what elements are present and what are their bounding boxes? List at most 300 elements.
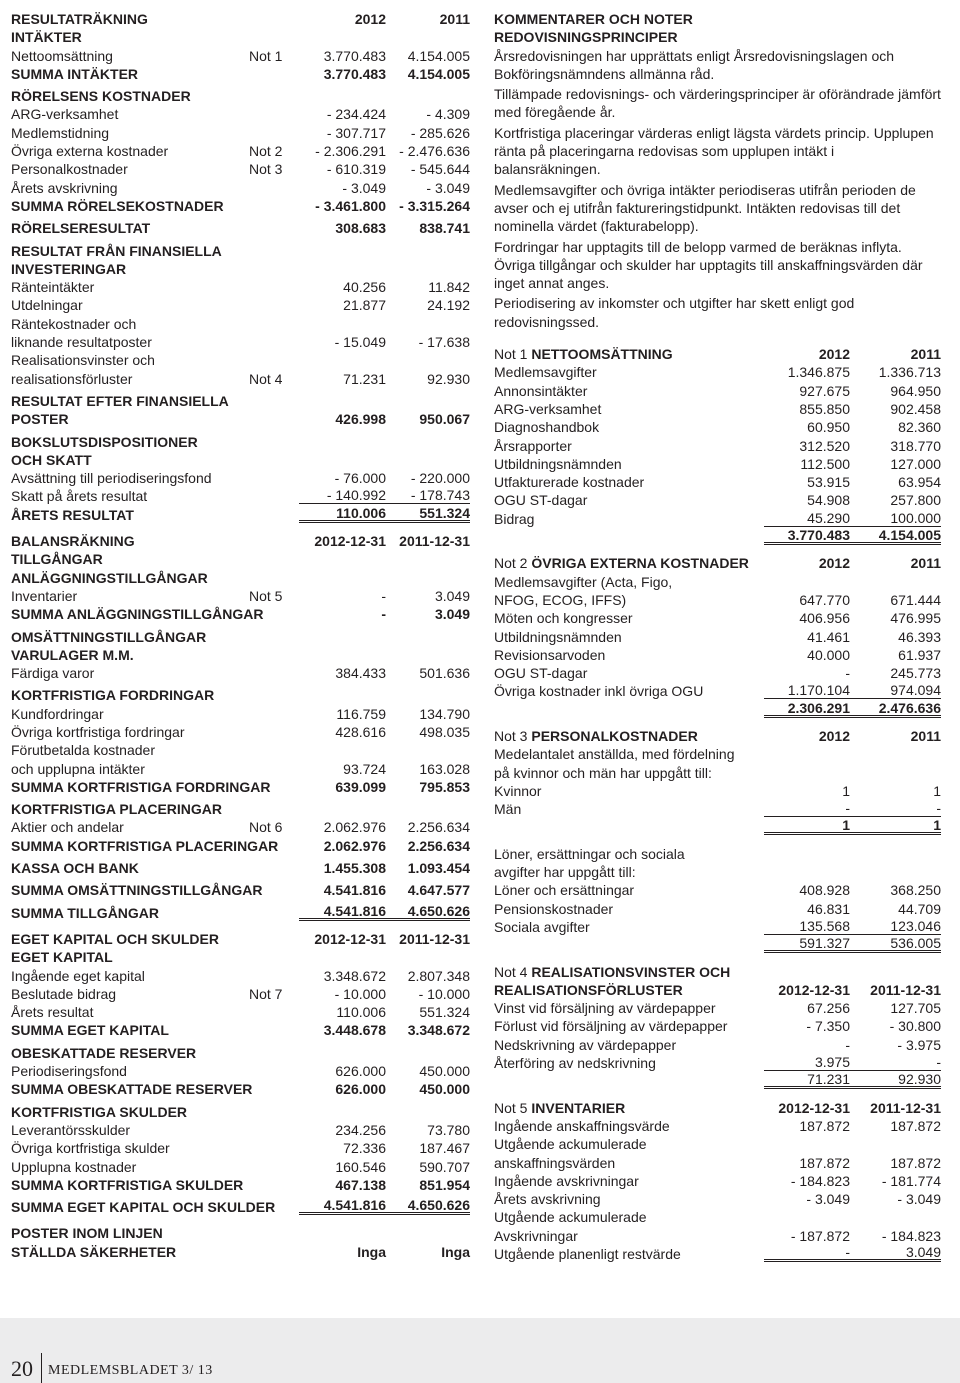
value-current-year: 40.256 xyxy=(343,279,386,296)
value-current-year: 855.850 xyxy=(799,400,850,417)
row-label: Löner, ersättningar och sociala xyxy=(494,845,685,862)
value-previous-year: 2011 xyxy=(439,11,470,27)
row-label: NFOG, ECOG, IFFS) xyxy=(494,591,627,608)
row-label: Kundfordringar xyxy=(11,705,104,722)
value-current-year: 3.348.672 xyxy=(323,967,386,984)
value-current-year: 116.759 xyxy=(336,705,386,722)
value-current-year: - 2.306.291 xyxy=(315,143,386,160)
value-previous-year: 2011-12-31 xyxy=(870,1099,941,1116)
row-label: RÖRELSERESULTAT xyxy=(11,220,151,237)
value-current-year: 187.872 xyxy=(799,1154,850,1171)
left-row xyxy=(11,87,460,105)
note-title: ÖVRIGA EXTERNA KOSTNADER xyxy=(531,555,749,572)
value-previous-year: 551.324 xyxy=(419,1004,470,1021)
value-previous-year: - 2.476.636 xyxy=(399,143,470,160)
principle-paragraph: Periodisering av inkomster och utgifter har skett enligt god redovisningssed. xyxy=(494,295,855,330)
value-current-year: 2.062.976 xyxy=(323,837,386,854)
right-row xyxy=(494,1227,941,1245)
right-row xyxy=(494,881,941,899)
principle-paragraph: Kortfristiga placeringar värderas enligt lägsta värdets princip. Upplupen ränta på placeringarna redovisas som upplupen intäkt i balansräkningen. xyxy=(494,124,934,178)
value-current-year: 110.006 xyxy=(336,1004,386,1021)
note-ref: Not 6 xyxy=(249,819,283,836)
right-row xyxy=(494,1017,941,1035)
value-previous-year: - 3.975 xyxy=(897,1036,941,1053)
value-previous-year: 838.741 xyxy=(419,220,470,237)
value-current-year: - 7.350 xyxy=(806,1018,850,1035)
row-label: Medelantalet anställda, med fördelning xyxy=(494,746,735,763)
value-current-year: Inga xyxy=(357,1243,386,1260)
page-number: 20 xyxy=(11,1356,33,1381)
row-label: Nedskrivning av värdepapper xyxy=(494,1036,677,1053)
row-label: Förlust vid försäljning av värdepapper xyxy=(494,1018,728,1035)
left-row xyxy=(11,105,470,123)
value-current-year: - 15.049 xyxy=(334,334,386,351)
accounting-principles xyxy=(494,47,941,331)
row-label: Personalkostnader xyxy=(11,161,128,178)
row-label: Utdelningar xyxy=(11,297,83,314)
row-label xyxy=(494,345,673,363)
left-row xyxy=(11,487,470,505)
row-label: och upplupna intäkter xyxy=(11,760,145,777)
value-current-year: - 10.000 xyxy=(334,985,386,1002)
row-label: Beslutade bidrag xyxy=(11,985,117,1002)
left-row xyxy=(11,1103,460,1121)
right-row xyxy=(494,1117,941,1135)
row-label: Leverantörsskulder xyxy=(11,1121,131,1138)
row-label: INTÄKTER xyxy=(11,29,82,46)
left-row xyxy=(11,370,470,388)
value-current-year: - 307.717 xyxy=(326,124,386,141)
left-row xyxy=(11,315,460,333)
value-previous-year: 4.647.577 xyxy=(407,882,470,899)
footer-divider xyxy=(41,1353,42,1383)
row-label: Förutbetalda kostnader xyxy=(11,742,155,759)
left-row xyxy=(11,664,470,682)
row-label: KASSA OCH BANK xyxy=(11,860,139,877)
right-row xyxy=(494,1036,941,1054)
row-label: Pensionskostnader xyxy=(494,900,614,917)
notes-heading-line-1: KOMMENTARER OCH NOTER xyxy=(494,11,693,27)
note-number: Not 4 xyxy=(494,963,532,980)
value-current-year: 1 xyxy=(842,782,850,799)
value-current-year: 160.546 xyxy=(335,1158,386,1175)
value-previous-year: 127.000 xyxy=(890,455,941,472)
value-previous-year: 498.035 xyxy=(419,723,470,740)
value-previous-year: 2011-12-31 xyxy=(399,533,470,550)
left-row xyxy=(11,197,470,215)
left-row xyxy=(11,47,470,65)
row-label: Årets avskrivning xyxy=(11,179,118,196)
right-row xyxy=(494,800,941,818)
value-previous-year: 4.650.626 xyxy=(386,1198,470,1215)
value-current-year: - 76.000 xyxy=(334,470,386,487)
row-label: Realisationsvinster och xyxy=(11,352,155,369)
value-current-year: 426.998 xyxy=(335,411,386,428)
row-label: Färdiga varor xyxy=(11,665,95,682)
value-current-year: 72.336 xyxy=(343,1140,386,1157)
value-previous-year: 11.842 xyxy=(428,279,470,296)
left-row xyxy=(11,881,470,899)
value-current-year: 135.568 xyxy=(764,918,850,935)
left-row xyxy=(11,705,470,723)
value-previous-year: 1 xyxy=(933,782,941,799)
value-current-year: 647.770 xyxy=(799,591,850,608)
row-label: avgifter har uppgått till: xyxy=(494,864,636,881)
right-row xyxy=(494,701,941,719)
value-previous-year: 501.636 xyxy=(419,665,470,682)
value-current-year: 71.231 xyxy=(764,1072,850,1089)
value-previous-year: 92.930 xyxy=(427,370,470,387)
note-ref: Not 4 xyxy=(249,370,283,387)
right-row xyxy=(494,818,941,836)
value-previous-year: 2011-12-31 xyxy=(399,930,470,947)
note-number: Not 3 xyxy=(494,727,532,744)
row-label: Diagnoshandbok xyxy=(494,419,600,436)
row-label: Medlemsavgifter (Acta, Figo, xyxy=(494,573,673,590)
value-previous-year: 2.476.636 xyxy=(850,701,941,718)
value-previous-year: 187.872 xyxy=(890,1154,941,1171)
value-previous-year: - 17.638 xyxy=(418,334,470,351)
left-row xyxy=(11,278,470,296)
row-label: EGET KAPITAL OCH SKULDER xyxy=(11,930,219,947)
row-label: SUMMA KORTFRISTIGA FORDRINGAR xyxy=(11,778,271,795)
magazine-title: MEDLEMSBLADET 3/ 13 xyxy=(48,1363,213,1378)
value-current-year: 308.683 xyxy=(335,220,386,237)
value-previous-year: 61.937 xyxy=(898,646,941,663)
right-row xyxy=(494,418,941,436)
value-previous-year: - xyxy=(850,800,941,817)
row-label: Ränteintäkter xyxy=(11,279,95,296)
value-current-year: - xyxy=(381,606,386,623)
value-previous-year: 450.000 xyxy=(419,1063,470,1080)
left-row xyxy=(11,160,470,178)
note-number: Not 2 xyxy=(494,555,532,572)
row-label: Avskrivningar xyxy=(494,1227,578,1244)
row-label: Periodiseringsfond xyxy=(11,1063,127,1080)
value-previous-year: 964.950 xyxy=(890,382,941,399)
right-row xyxy=(494,437,941,455)
row-label: POSTER INOM LINJEN xyxy=(11,1225,163,1242)
value-current-year: - 3.461.800 xyxy=(315,197,386,214)
row-label: realisationsförluster xyxy=(11,370,133,387)
row-label: Löner och ersättningar xyxy=(494,882,635,899)
value-current-year: 3.770.483 xyxy=(764,528,850,545)
left-row xyxy=(11,1021,470,1039)
value-previous-year: 902.458 xyxy=(890,400,941,417)
right-row xyxy=(494,782,941,800)
value-previous-year: - 220.000 xyxy=(410,470,470,487)
row-label: ANLÄGGNINGSTILLGÅNGAR xyxy=(11,569,208,586)
value-current-year: 110.006 xyxy=(299,506,386,523)
row-label: SUMMA INTÄKTER xyxy=(11,65,139,82)
note-ref: Not 7 xyxy=(249,985,283,1002)
value-current-year: 54.908 xyxy=(807,492,850,509)
row-label: Upplupna kostnader xyxy=(11,1158,137,1175)
value-current-year: - xyxy=(845,1036,850,1053)
right-row xyxy=(494,727,941,745)
left-row xyxy=(11,469,470,487)
left-row xyxy=(11,1224,460,1242)
row-label: EGET KAPITAL xyxy=(11,949,113,966)
value-previous-year: 163.028 xyxy=(419,760,470,777)
note-title: REALISATIONSFÖRLUSTER xyxy=(494,981,683,998)
row-label: Medlemsavgifter xyxy=(494,364,597,381)
notes-tables xyxy=(494,345,941,1263)
value-previous-year: 257.800 xyxy=(890,492,941,509)
right-row xyxy=(494,936,941,954)
left-row xyxy=(11,985,470,1003)
row-label: SUMMA OMSÄTTNINGSTILLGÅNGAR xyxy=(11,882,263,899)
right-row xyxy=(494,628,941,646)
value-previous-year: 2011-12-31 xyxy=(870,981,941,998)
principle-paragraph: Fordringar har upptagits till de belopp varmed de beräknas inflyta. Övriga tillgångar och skulder har upptagits till anskaffningsvärden där inget annat anges. xyxy=(494,238,923,292)
row-label: POSTER xyxy=(11,411,69,428)
principle-paragraph: Medlemsavgifter och övriga intäkter periodiseras utifrån perioden de avser och ej utifrån faktureringstidpunkt. Intäkten redovisas till det nominella värdet (fakturabelopp). xyxy=(494,181,916,235)
value-previous-year: 2.807.348 xyxy=(407,967,470,984)
value-current-year: - xyxy=(764,800,850,817)
left-row xyxy=(11,930,470,948)
value-current-year: 53.915 xyxy=(807,474,850,491)
value-current-year: 234.256 xyxy=(335,1121,386,1138)
value-current-year: 71.231 xyxy=(343,370,386,387)
row-label: OBESKATTADE RESERVER xyxy=(11,1044,197,1061)
value-previous-year: 3.348.672 xyxy=(407,1022,470,1039)
row-label: Övriga kortfristiga skulder xyxy=(11,1140,170,1157)
left-row xyxy=(11,948,460,966)
row-label: Vinst vid försäljning av värdepapper xyxy=(494,1000,716,1017)
right-row xyxy=(494,1054,941,1072)
value-current-year: 2012-12-31 xyxy=(778,1099,850,1116)
value-previous-year: 3.049 xyxy=(850,1245,941,1262)
row-label: SUMMA KORTFRISTIGA SKULDER xyxy=(11,1176,244,1193)
row-label: SUMMA ANLÄGGNINGSTILLGÅNGAR xyxy=(11,606,264,623)
row-label: SUMMA TILLGÅNGAR xyxy=(11,904,160,921)
row-label: SUMMA KORTFRISTIGA PLACERINGAR xyxy=(11,837,279,854)
row-label: KORTFRISTIGA SKULDER xyxy=(11,1103,188,1120)
right-row xyxy=(494,1208,941,1226)
value-previous-year: 63.954 xyxy=(898,474,941,491)
left-row xyxy=(11,605,470,623)
value-previous-year: 123.046 xyxy=(850,918,941,935)
row-label xyxy=(494,981,683,999)
row-label: SUMMA OBESKATTADE RESERVER xyxy=(11,1081,253,1098)
value-current-year: 21.877 xyxy=(343,297,386,314)
value-previous-year: 92.930 xyxy=(850,1072,941,1089)
right-row xyxy=(494,591,941,609)
row-label: Nettoomsättning xyxy=(11,47,113,64)
value-previous-year: 187.467 xyxy=(419,1140,470,1157)
note-ref: Not 3 xyxy=(249,161,283,178)
value-previous-year: 4.154.005 xyxy=(850,528,941,545)
value-previous-year: 671.444 xyxy=(890,591,941,608)
value-previous-year: - 184.823 xyxy=(881,1227,941,1244)
row-label xyxy=(494,727,698,745)
value-current-year: 2.062.976 xyxy=(323,819,386,836)
right-row xyxy=(494,664,941,682)
value-previous-year: 73.780 xyxy=(427,1121,470,1138)
right-row xyxy=(494,1154,941,1172)
row-label: Aktier och andelar xyxy=(11,819,124,836)
value-current-year: 927.675 xyxy=(799,382,850,399)
left-row xyxy=(11,760,470,778)
row-label: Män xyxy=(494,801,522,818)
row-label: Utfakturerade kostnader xyxy=(494,474,645,491)
note-title: INVENTARIER xyxy=(531,1099,626,1116)
row-label: BOKSLUTSDISPOSITIONER xyxy=(11,433,198,450)
value-previous-year: 187.872 xyxy=(890,1117,941,1134)
left-row xyxy=(11,1176,470,1194)
row-label: TILLGÅNGAR xyxy=(11,551,103,568)
left-row xyxy=(11,219,470,237)
right-row xyxy=(494,845,941,863)
note-number: Not 1 xyxy=(494,346,532,363)
right-row xyxy=(494,981,941,999)
left-row xyxy=(11,504,470,524)
row-label: Kvinnor xyxy=(494,782,542,799)
row-label: Årsrapporter xyxy=(494,437,572,454)
row-label: Utgående planenligt restvärde xyxy=(494,1246,681,1262)
left-row xyxy=(11,550,460,568)
row-label: Återföring av nedskrivning xyxy=(494,1055,656,1072)
row-label: Utbildningsnämnden xyxy=(494,628,622,645)
note-title: NETTOOMSÄTTNING xyxy=(531,346,673,363)
note-title: PERSONALKOSTNADER xyxy=(531,727,698,744)
right-column xyxy=(494,10,941,1263)
row-label: Utgående ackumulerade xyxy=(494,1209,647,1226)
value-previous-year: 368.250 xyxy=(890,882,941,899)
right-row xyxy=(494,473,941,491)
value-current-year: 2012-12-31 xyxy=(314,533,386,550)
left-row xyxy=(11,902,470,922)
left-row xyxy=(11,351,460,369)
left-row xyxy=(11,569,460,587)
left-row xyxy=(11,1080,470,1098)
value-current-year: 46.831 xyxy=(807,900,850,917)
value-previous-year: 2011 xyxy=(910,346,941,363)
value-current-year: 467.138 xyxy=(335,1176,386,1193)
value-current-year: 1.170.104 xyxy=(764,682,850,699)
value-previous-year: 450.000 xyxy=(419,1081,470,1098)
value-previous-year: 3.049 xyxy=(434,606,470,623)
value-previous-year: 2011 xyxy=(910,555,941,572)
row-label: anskaffningsvärden xyxy=(494,1154,616,1171)
row-label: VARULAGER M.M. xyxy=(11,646,134,663)
row-label: Annonsintäkter xyxy=(494,382,588,399)
right-row xyxy=(494,863,941,881)
row-label: på kvinnor och män har uppgått till: xyxy=(494,764,712,781)
value-current-year: - 184.823 xyxy=(790,1172,850,1189)
left-row xyxy=(11,800,460,818)
value-current-year: 41.461 xyxy=(807,628,850,645)
value-previous-year: 2011 xyxy=(910,727,941,744)
row-label: OCH SKATT xyxy=(11,451,92,468)
value-previous-year: - 3.049 xyxy=(426,179,470,196)
left-row xyxy=(11,1003,470,1021)
row-label: Övriga kortfristiga fordringar xyxy=(11,723,185,740)
value-current-year: 312.520 xyxy=(799,437,850,454)
value-current-year: 639.099 xyxy=(335,778,386,795)
value-previous-year: 24.192 xyxy=(427,297,470,314)
value-previous-year: 2.256.634 xyxy=(407,819,470,836)
value-current-year: 2012 xyxy=(818,727,850,744)
left-row xyxy=(11,333,470,351)
value-current-year: 4.541.816 xyxy=(323,882,386,899)
left-row xyxy=(11,10,470,28)
left-row xyxy=(11,859,470,877)
left-row xyxy=(11,967,470,985)
left-row xyxy=(11,433,460,451)
row-label: ARG-verksamhet xyxy=(494,400,602,417)
row-label: Utbildningsnämnden xyxy=(494,455,622,472)
notes-heading-line-2: REDOVISNINGSPRINCIPER xyxy=(494,29,678,46)
row-label: Räntekostnader och xyxy=(11,315,137,332)
value-current-year: 626.000 xyxy=(335,1063,386,1080)
value-previous-year: 318.770 xyxy=(890,437,941,454)
note-ref: Not 1 xyxy=(249,47,283,64)
value-current-year: 40.000 xyxy=(807,646,850,663)
value-current-year: 3.770.483 xyxy=(323,65,386,82)
value-current-year: - xyxy=(764,1245,850,1262)
value-previous-year: - 4.309 xyxy=(426,106,470,123)
right-row xyxy=(494,510,941,528)
value-current-year: 2012 xyxy=(354,11,386,27)
right-row xyxy=(494,918,941,936)
left-row xyxy=(11,28,460,46)
value-previous-year: - xyxy=(850,1054,941,1071)
value-previous-year: - 178.743 xyxy=(386,487,470,504)
value-previous-year: 590.707 xyxy=(419,1158,470,1175)
row-label: SUMMA RÖRELSEKOSTNADER xyxy=(11,197,224,214)
left-row xyxy=(11,646,460,664)
row-label: ÅRETS RESULTAT xyxy=(11,506,134,523)
value-current-year: 2012 xyxy=(818,555,850,572)
principle-paragraph: Tillämpade redovisnings- och värderingsprinciper är oförändrade jämfört med föregående år. xyxy=(494,86,941,121)
left-row xyxy=(11,260,460,278)
value-previous-year: - 3.049 xyxy=(897,1191,941,1208)
value-current-year: 93.724 xyxy=(343,760,386,777)
left-column xyxy=(11,10,470,1261)
left-row xyxy=(11,124,470,142)
row-label: RESULTAT EFTER FINANSIELLA xyxy=(11,392,229,409)
left-row xyxy=(11,628,460,646)
value-previous-year: 795.853 xyxy=(419,778,470,795)
value-previous-year: - 3.315.264 xyxy=(399,197,470,214)
row-label: SUMMA EGET KAPITAL xyxy=(11,1022,169,1039)
right-row xyxy=(494,646,941,664)
value-previous-year: 127.705 xyxy=(890,1000,941,1017)
value-previous-year: 4.154.005 xyxy=(407,47,470,64)
value-previous-year: - 285.626 xyxy=(410,124,470,141)
row-label: Inventarier xyxy=(11,587,78,604)
right-row xyxy=(494,963,941,981)
left-row xyxy=(11,587,470,605)
row-label: liknande resultatposter xyxy=(11,334,152,351)
value-current-year: - 610.319 xyxy=(326,161,386,178)
value-current-year: 408.928 xyxy=(799,882,850,899)
value-previous-year: - 10.000 xyxy=(418,985,470,1002)
row-label: OGU ST-dagar xyxy=(494,665,588,682)
value-previous-year: 245.773 xyxy=(890,665,941,682)
row-label: Bidrag xyxy=(494,510,535,527)
left-row xyxy=(11,723,470,741)
right-row xyxy=(494,528,941,546)
row-label: OMSÄTTNINGSTILLGÅNGAR xyxy=(11,628,207,645)
value-previous-year: 974.094 xyxy=(850,682,941,699)
value-previous-year: - 181.774 xyxy=(881,1172,941,1189)
value-current-year: 591.327 xyxy=(764,936,850,953)
value-previous-year: 2.256.634 xyxy=(407,837,470,854)
left-row xyxy=(11,532,470,550)
